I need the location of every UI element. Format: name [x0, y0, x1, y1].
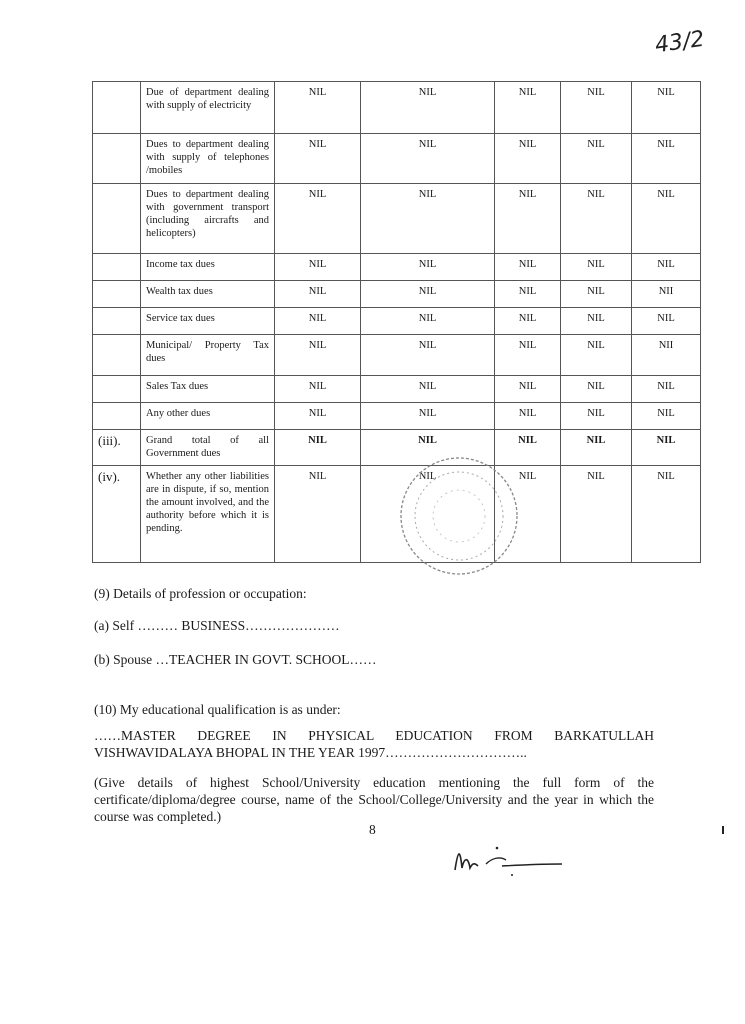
due-description: Due of department dealing with supply of electricity: [141, 82, 275, 134]
due-value: NIL: [632, 134, 701, 184]
due-value: NIL: [275, 254, 361, 281]
due-value: NIL: [561, 466, 632, 563]
due-value: NIL: [275, 82, 361, 134]
due-value: NIL: [275, 308, 361, 335]
due-value: NIL: [561, 184, 632, 254]
due-value: NIL: [275, 281, 361, 308]
scan-mark: [722, 826, 724, 834]
due-value: NIL: [632, 403, 701, 430]
due-value: NIL: [361, 281, 495, 308]
row-index: [93, 281, 141, 308]
due-value: NIL: [361, 184, 495, 254]
due-description: Sales Tax dues: [141, 376, 275, 403]
due-description: Service tax dues: [141, 308, 275, 335]
dues-row: [93, 403, 701, 430]
due-value: NIL: [361, 134, 495, 184]
due-value: NIL: [495, 281, 561, 308]
dues-row: [93, 254, 701, 281]
due-value: NIL: [361, 308, 495, 335]
due-value: NIL: [275, 430, 361, 466]
dues-row: [93, 82, 701, 134]
dues-row: [93, 134, 701, 184]
official-stamp: [392, 452, 526, 580]
profession-heading: (9) Details of profession or occupation:: [94, 586, 307, 601]
due-description: Income tax dues: [141, 254, 275, 281]
due-value: NIL: [495, 184, 561, 254]
education-detail: ……MASTER DEGREE IN PHYSICAL EDUCATION FROM BARKATULLAH VISHWAVIDALAYA BHOPAL IN THE YEAR 1997…………………………..: [94, 728, 654, 760]
due-value: NIL: [632, 430, 701, 466]
due-description: Municipal/ Property Tax dues: [141, 335, 275, 376]
due-value: NIL: [495, 254, 561, 281]
due-value: NIL: [495, 403, 561, 430]
due-description: Whether any other liabilities are in dispute, if so, mention the amount involved, and the authority before which it is pending.: [141, 466, 275, 563]
row-index: (iii).: [93, 430, 141, 466]
signature: [450, 840, 570, 880]
due-value: NIL: [275, 335, 361, 376]
due-value: NIL: [561, 82, 632, 134]
due-value: NIL: [495, 466, 561, 563]
due-value: NIL: [561, 134, 632, 184]
due-value: NIL: [561, 430, 632, 466]
row-index: [93, 376, 141, 403]
due-value: NIL: [275, 403, 361, 430]
row-index: [93, 82, 141, 134]
dues-row: [93, 184, 701, 254]
due-value: NIL: [495, 308, 561, 335]
due-value: NIL: [361, 403, 495, 430]
due-description: Dues to department dealing with government transport (including aircrafts and helicopters): [141, 184, 275, 254]
due-value: NIL: [275, 184, 361, 254]
due-value: NIL: [632, 376, 701, 403]
due-value: NIL: [561, 376, 632, 403]
due-value: NIL: [361, 335, 495, 376]
due-value: NIL: [495, 376, 561, 403]
row-index: [93, 184, 141, 254]
row-index: (iv).: [93, 466, 141, 563]
handwritten-page-mark: 43/2: [653, 26, 706, 59]
dues-row: [93, 335, 701, 376]
due-value: NIL: [275, 376, 361, 403]
dues-row: [93, 281, 701, 308]
due-description: Any other dues: [141, 403, 275, 430]
due-value: NIL: [275, 134, 361, 184]
due-value: NIL: [632, 254, 701, 281]
due-value: NIL: [561, 254, 632, 281]
dues-row: [93, 308, 701, 335]
due-value: NIL: [632, 184, 701, 254]
due-value: NIL: [632, 308, 701, 335]
due-value: NIL: [561, 403, 632, 430]
due-value: NIL: [561, 281, 632, 308]
row-index: [93, 335, 141, 376]
profession-self: (a) Self ……… BUSINESS…………………: [94, 618, 340, 633]
due-value: NIL: [361, 430, 495, 466]
due-value: NII: [632, 335, 701, 376]
due-value: NIL: [632, 466, 701, 563]
dues-row: [93, 376, 701, 403]
due-value: NIL: [561, 308, 632, 335]
due-value: NIL: [361, 254, 495, 281]
profession-spouse: (b) Spouse …TEACHER IN GOVT. SCHOOL……: [94, 652, 377, 667]
due-description: Grand total of all Government dues: [141, 430, 275, 466]
row-index: [93, 403, 141, 430]
due-value: NIL: [275, 466, 361, 563]
due-value: NIL: [361, 82, 495, 134]
due-value: NIL: [361, 376, 495, 403]
due-value: NIL: [495, 335, 561, 376]
page-number: 8: [369, 822, 376, 837]
due-value: NIL: [495, 430, 561, 466]
due-value: NIL: [632, 82, 701, 134]
due-description: Dues to department dealing with supply of telephones /mobiles: [141, 134, 275, 184]
due-description: Wealth tax dues: [141, 281, 275, 308]
due-value: NIL: [561, 335, 632, 376]
due-value: NII: [632, 281, 701, 308]
due-value: NIL: [495, 82, 561, 134]
due-value: NIL: [361, 466, 495, 563]
due-value: NIL: [495, 134, 561, 184]
row-index: [93, 254, 141, 281]
row-index: [93, 134, 141, 184]
row-index: [93, 308, 141, 335]
education-instructions: (Give details of highest School/University education mentioning the full form of the certificate/diploma/degree course, name of the School/College/University and the year in which the course was completed.): [94, 775, 654, 824]
education-heading: (10) My educational qualification is as under:: [94, 702, 341, 717]
